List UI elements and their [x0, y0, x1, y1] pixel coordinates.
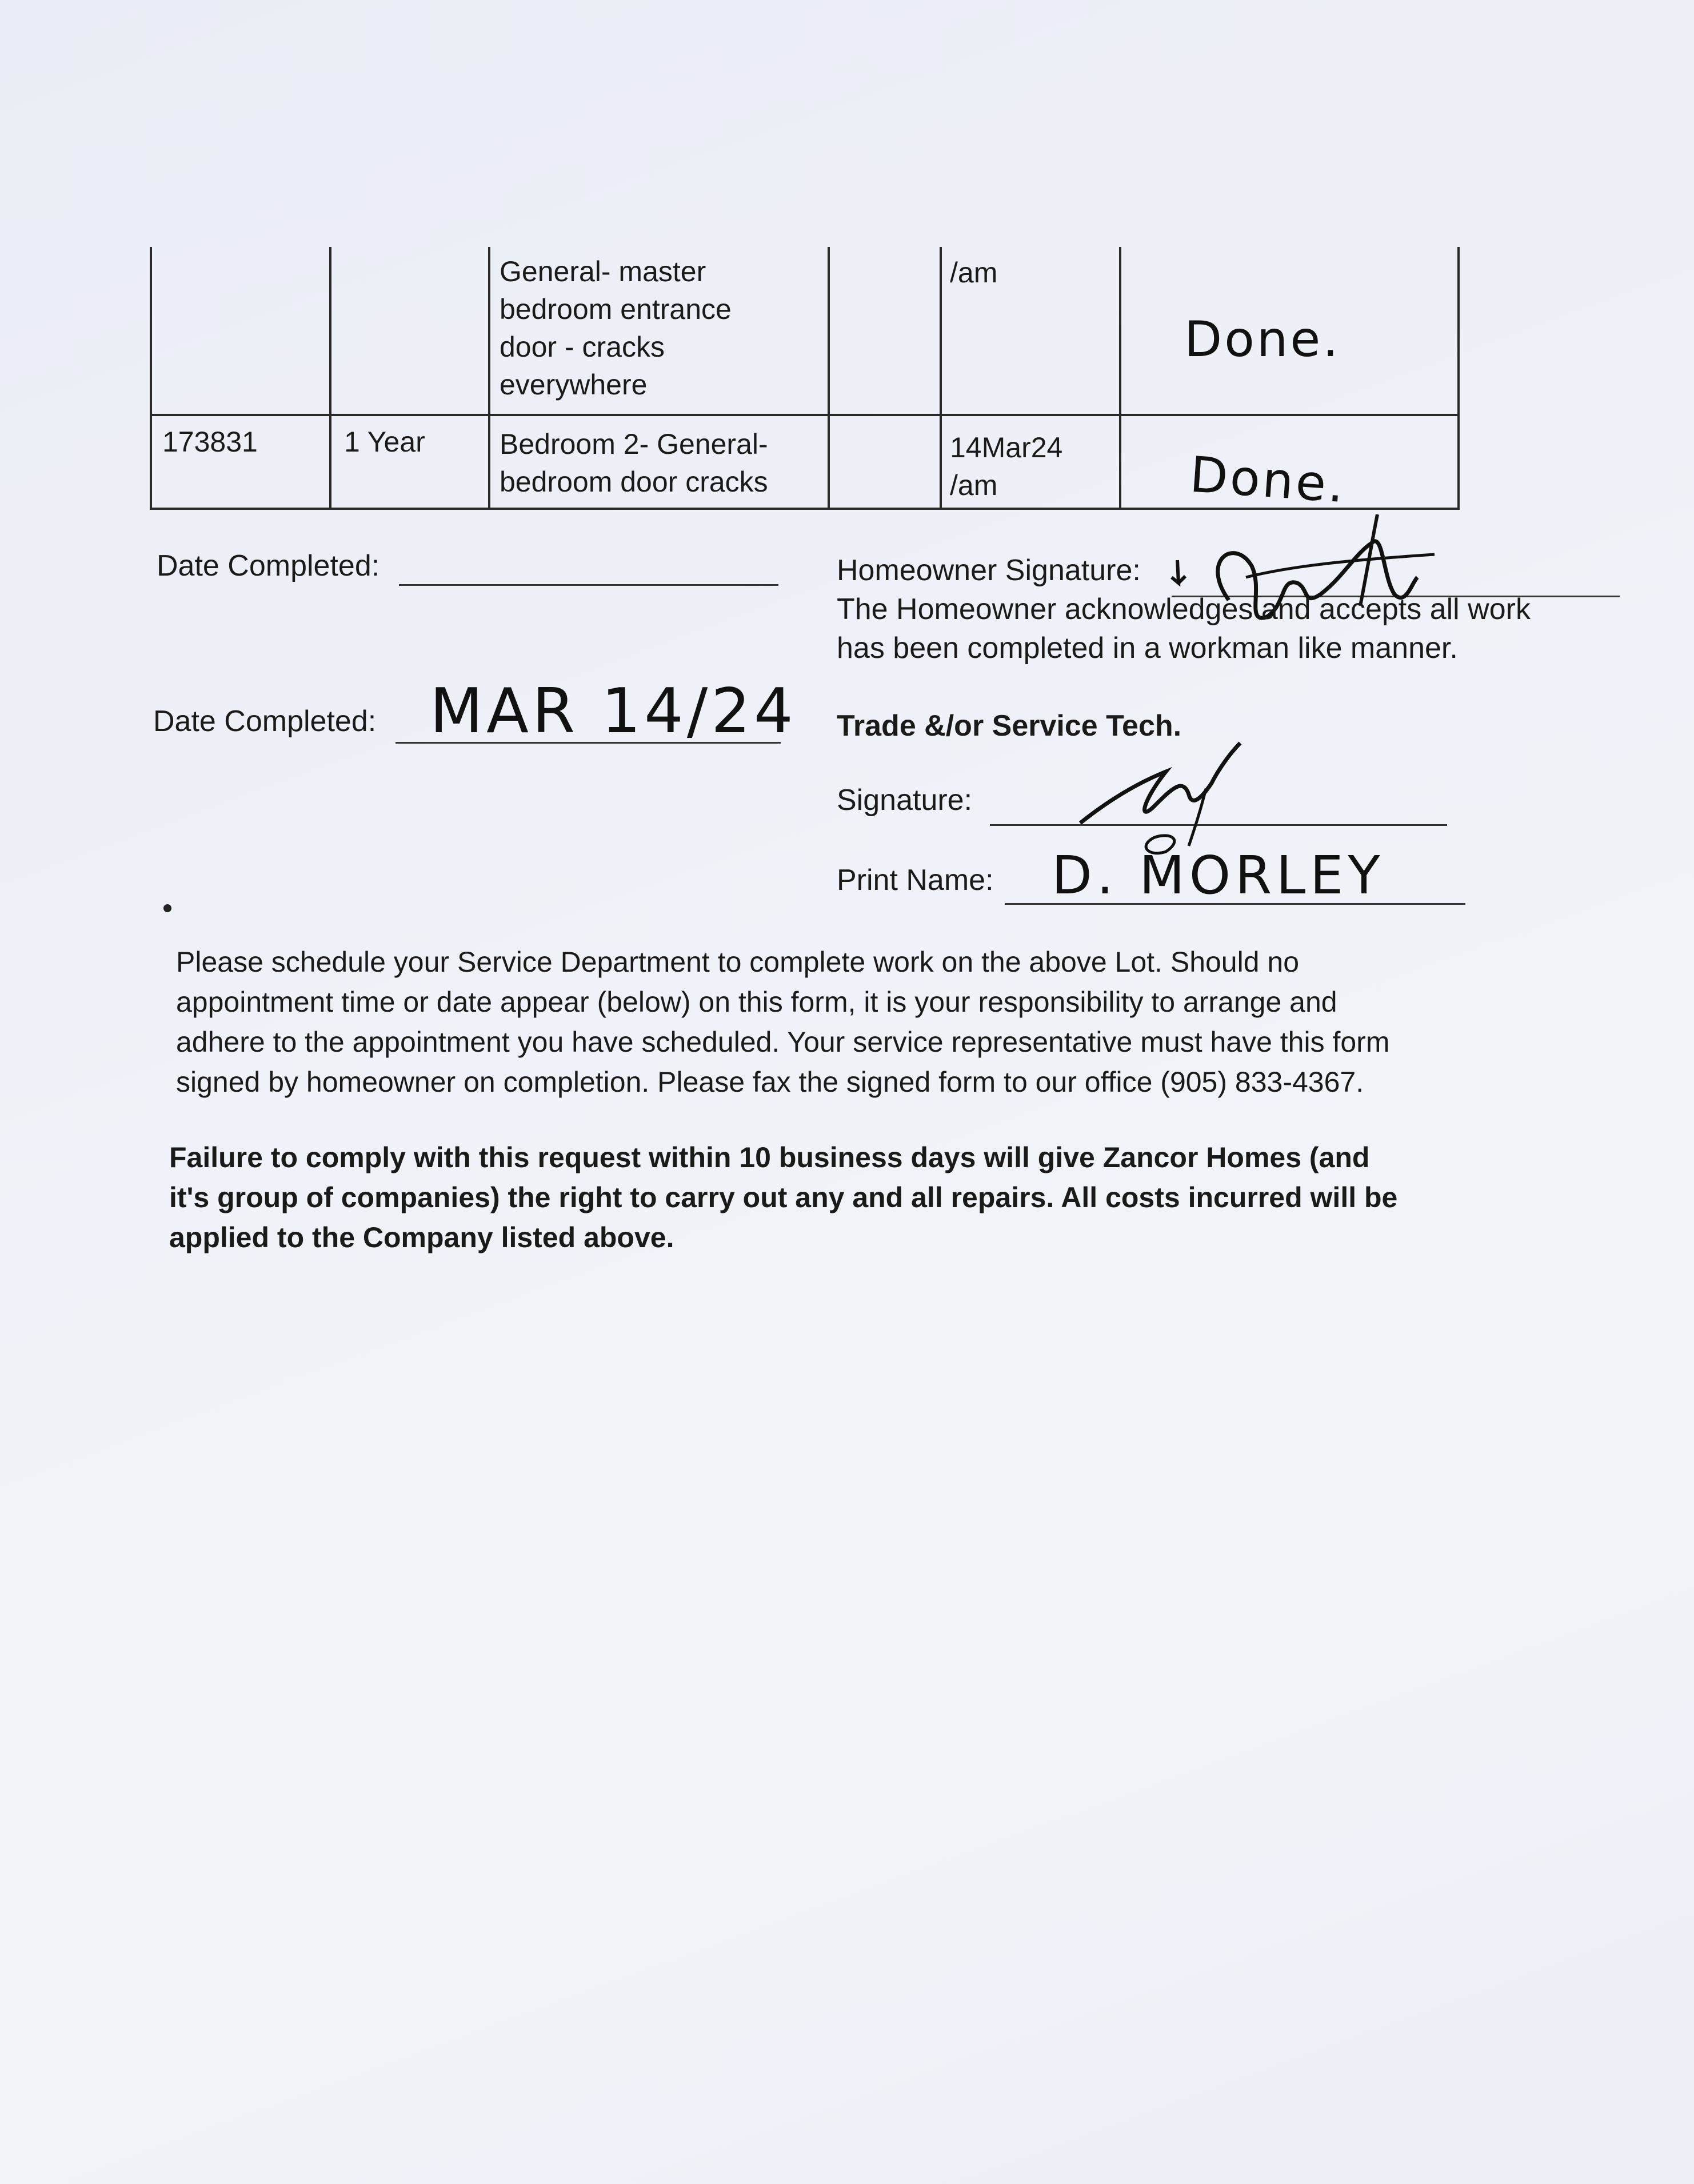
trade-date-handwritten: MAR 14/24 — [430, 676, 797, 747]
table-divider — [1119, 247, 1121, 510]
trade-date-label: Date Completed: — [153, 705, 377, 738]
row2-date — [950, 429, 1062, 504]
trade-signature-label: Signature: — [837, 784, 973, 817]
row1-description — [500, 253, 732, 404]
warning-line: Failure to comply with this request within 10 business days will give Zancor Homes (and — [169, 1141, 1370, 1173]
instructions-line: appointment time or date appear (below) on this form, it is your responsibility to arrange and — [176, 986, 1337, 1018]
trade-title: Trade &/or Service Tech. — [837, 709, 1182, 742]
instructions-line: signed by homeowner on completion. Please fax the signed form to our office (905) 833-4367. — [176, 1066, 1364, 1098]
instructions-paragraph — [176, 942, 1639, 1102]
table-row-separator — [150, 414, 1460, 416]
homeowner-ack-line1: The Homeowner acknowledges and accepts all work — [837, 593, 1531, 626]
description-line: bedroom door cracks — [500, 466, 768, 498]
table-divider — [940, 247, 942, 510]
row1-status-handwritten: Done. — [1184, 311, 1341, 368]
table-divider — [488, 247, 490, 510]
homeowner-ack-line2: has been completed in a workman like manner. — [837, 632, 1458, 665]
instructions-line: adhere to the appointment you have scheduled. Your service representative must have this form — [176, 1026, 1390, 1058]
table-divider — [329, 247, 331, 510]
bullet-dot — [163, 904, 171, 912]
table-border-right — [1457, 247, 1460, 510]
description-line: bedroom entrance — [500, 293, 732, 325]
row2-id: 173831 — [162, 426, 258, 458]
description-line: General- master — [500, 255, 706, 288]
homeowner-signature-label: Homeowner Signature: — [837, 554, 1141, 587]
date-line: /am — [950, 469, 998, 501]
warning-line: it's group of companies) the right to carry out any and all repairs. All costs incurred will be — [169, 1181, 1398, 1213]
description-line: everywhere — [500, 369, 648, 401]
date-line: 14Mar24 — [950, 432, 1063, 464]
description-line: Bedroom 2- General- — [500, 428, 768, 460]
row2-warranty: 1 Year — [344, 426, 425, 458]
trade-print-name-handwritten: D. MORLEY — [1052, 845, 1385, 906]
warning-line: applied to the Company listed above. — [169, 1221, 674, 1253]
description-line: door - cracks — [500, 331, 665, 363]
tech-signature — [1074, 737, 1292, 863]
trade-print-name-label: Print Name: — [837, 864, 994, 897]
warning-paragraph — [169, 1137, 1655, 1257]
row2-status-handwritten: Done. — [1188, 446, 1348, 514]
row2-description — [500, 425, 768, 501]
row1-date: /am — [950, 257, 998, 289]
table-border-left — [150, 247, 152, 510]
instructions-line: Please schedule your Service Department to complete work on the above Lot. Should no — [176, 946, 1300, 978]
homeowner-date-label: Date Completed: — [157, 549, 380, 582]
table-divider — [828, 247, 830, 510]
homeowner-date-line — [399, 584, 778, 586]
